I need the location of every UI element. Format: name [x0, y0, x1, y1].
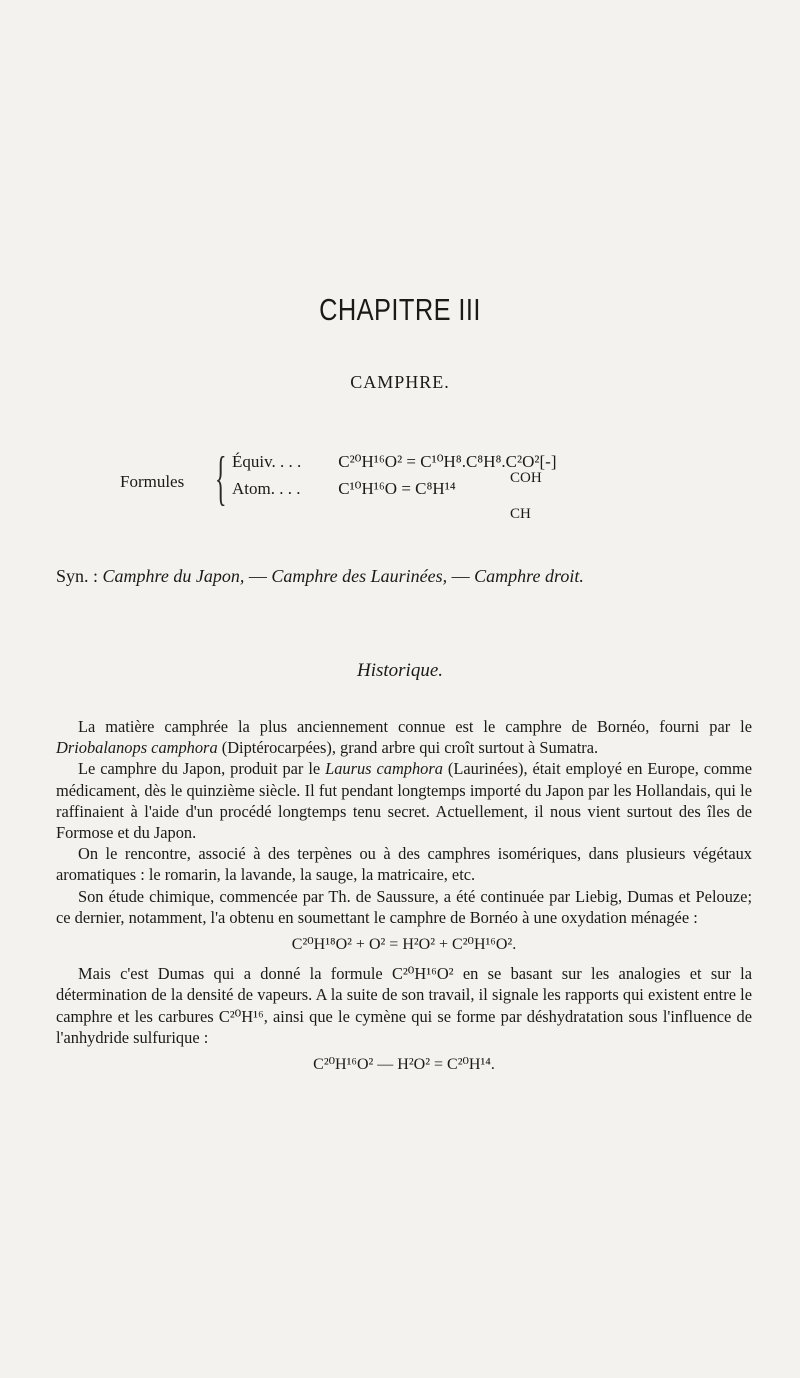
formula-group-bottom: CH [510, 506, 531, 522]
equation: C²⁰H¹⁸O² + O² = H²O² + C²⁰H¹⁶O². [291, 936, 517, 954]
section-title: CAMPHRE. [350, 372, 450, 392]
syn-japon: Camphre du Japon, [102, 566, 245, 586]
formula-equiv-row [232, 452, 556, 472]
syn-sep-1: — [244, 566, 272, 586]
paragraph-text: Le camphre du Japon, produit par le [78, 759, 326, 779]
synonyms-line [56, 566, 756, 587]
formula-atom-name: Atom. . . . [232, 479, 301, 498]
formula-group-top: COH [510, 470, 542, 486]
syn-sep-2: — [447, 566, 475, 586]
species-name: Laurus camphora [325, 759, 443, 779]
paragraph: On le rencontre, associé à des terpènes ou à des camphres isomériques, dans plusieurs végétaux aromatiques : le romarin, la lavande, la sauge, la matricaire, etc. [56, 844, 752, 885]
syn-laurinees: Camphre des Laurinées, [271, 566, 448, 586]
formula-equiv-name: Équiv. . . . [232, 452, 302, 471]
paragraph: Son étude chimique, commencée par Th. de Saussure, a été continuée par Liebig, Dumas et Pelouze; ce dernier, notamment, l'a obtenu en soumettant le camphre de Bornéo à une oxydation ménagée : [56, 886, 752, 927]
syn-prefix: Syn. : [56, 566, 103, 586]
equation: C²⁰H¹⁶O² — H²O² = C²⁰H¹⁴. [313, 1056, 495, 1074]
paragraph-text: La matière camphrée la plus anciennement connue est le camphre de Bornéo, fourni par le [78, 717, 752, 736]
formula-atom: C¹⁰H¹⁶O = C⁸H¹⁴ [338, 479, 456, 498]
paragraph: Mais c'est Dumas qui a donné la formule C²⁰H¹⁶O² en se basant sur les analogies et sur la détermination de la densité de vapeurs. A la suite de son travail, il signale les rapports qui existent entre le camphre et les carbures C²⁰H¹⁶, ainsi que le cymène qui se forme par déshydratation sous l'influence de l'anhydride sulfurique : [56, 964, 752, 1047]
formulas-block [120, 445, 680, 530]
paragraph [56, 758, 752, 843]
syn-droit: Camphre droit. [474, 566, 584, 586]
paragraph-text: (Diptérocarpées), grand arbre qui croît surtout à Sumatra. [217, 738, 599, 758]
chapter-title: CHAPITRE III [319, 292, 481, 327]
formula-atom-row [232, 479, 456, 499]
paragraph [56, 716, 752, 758]
formula-equiv: C²⁰H¹⁶O² = C¹⁰H⁸.C⁸H⁸.C²O²[-] [338, 452, 557, 471]
formulas-label: Formules [120, 472, 185, 491]
paragraph-text: (Laurinées), était employé en Europe, comme médicament, dès le quinzième siècle. Il fut pendant longtemps importé du Japon par les Hollandais, qui le raffinaient à l'aide d'un procédé longtemps tenu secret. Actuellement, il nous vient surtout des îles de Formose et du Japon. [56, 759, 753, 843]
historique-heading: Historique. [356, 660, 444, 681]
species-name: Driobalanops camphora [56, 738, 218, 758]
brace-glyph: { [215, 445, 227, 511]
body-text [56, 716, 752, 1083]
